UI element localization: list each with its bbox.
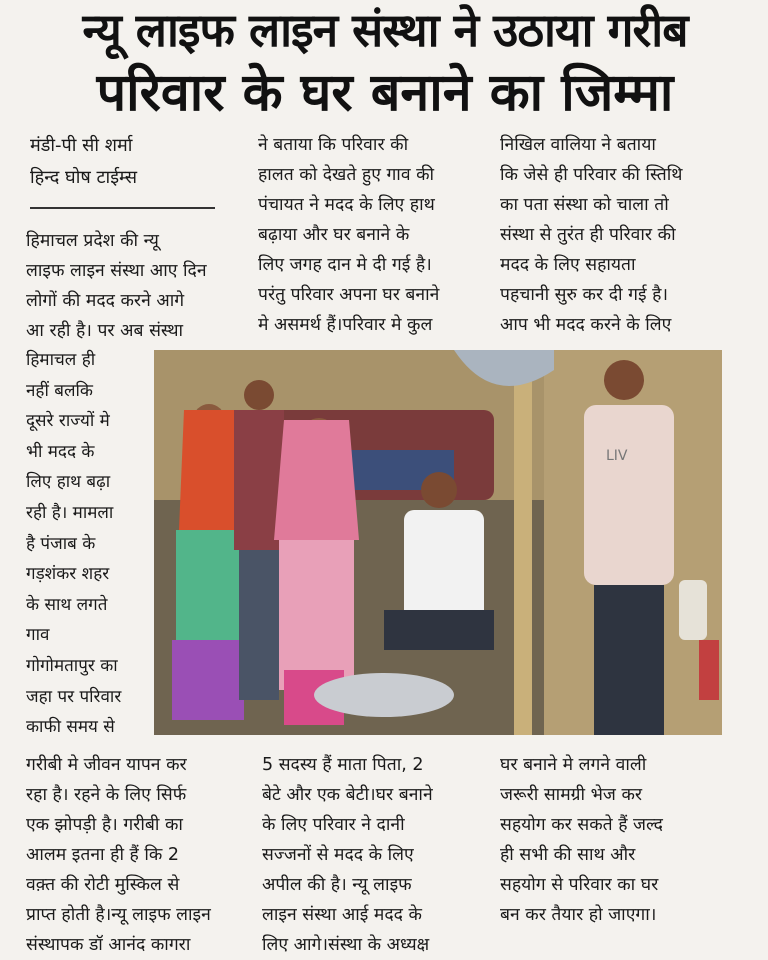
text-line: सहयोग कर सकते हैं जल्द <box>500 815 663 835</box>
photo-illustration <box>154 350 722 735</box>
column-2-bottom <box>262 750 492 960</box>
person-5-pants <box>594 585 664 735</box>
wooden-pole <box>514 370 532 735</box>
text-line: पहचानी सुरु कर दी गई है। <box>500 285 669 305</box>
text-line: ने बताया कि परिवार की <box>258 135 409 155</box>
text-line: लोगों की मदद करने आगे <box>26 291 185 311</box>
text-line: हिमाचल ही <box>26 350 96 370</box>
text-line: आप भी मदद करने के लिए <box>500 315 672 335</box>
text-line: गड़शंकर शहर <box>26 564 110 585</box>
person-5-tshirt <box>584 405 674 585</box>
text-line: आ रही है। पर अब संस्था <box>26 321 184 341</box>
headline-line-1: न्यू लाइफ लाइन संस्था ने उठाया गरीब <box>82 3 688 57</box>
byline <box>30 130 240 194</box>
person-4-pants <box>384 610 494 650</box>
text-line: लिए जगह दान मे दी गई है। <box>258 255 432 275</box>
text-line: दूसरे राज्यों मे <box>26 411 110 432</box>
text-line: संस्थापक डॉ आनंद कागरा <box>26 935 191 955</box>
column-1-middle <box>26 345 156 743</box>
text-line: लाइफ लाइन संस्था आए दिन <box>26 261 207 281</box>
column-1-top <box>26 226 252 346</box>
text-line: गोगोमतापुर का <box>26 655 118 676</box>
text-line: नहीं बलकि <box>26 380 93 401</box>
text-line: लिए आगे।संस्था के अध्यक्ष <box>262 935 430 955</box>
text-line: काफी समय से <box>26 717 115 738</box>
steel-vessels <box>314 673 454 717</box>
text-line: के साथ लगते <box>26 594 108 615</box>
person-2-pants <box>239 550 279 700</box>
text-line: आलम इतना ही हैं कि 2 <box>26 845 180 865</box>
text-line: निखिल वालिया ने बताया <box>500 135 656 155</box>
column-2-top <box>258 130 490 340</box>
person-3-kurta <box>279 540 354 690</box>
text-line: 5 सदस्य हैं माता पिता, 2 <box>262 755 424 775</box>
text-line: प्राप्त होती है।न्यू लाइफ लाइन <box>26 905 211 925</box>
text-line: लाइन संस्था आई मदद के <box>262 905 422 925</box>
tshirt-print: LIV <box>606 448 628 464</box>
text-line: परंतु परिवार अपना घर बनाने <box>258 285 440 305</box>
byline-paper: हिन्द घोष टाईम्स <box>30 167 138 188</box>
text-line: अपील की है। न्यू लाइफ <box>262 875 412 895</box>
text-line: गरीबी मे जीवन यापन कर <box>26 755 187 775</box>
text-line: है पंजाब के <box>26 533 96 554</box>
text-line: हालत को देखते हुए गाव की <box>258 165 435 185</box>
text-line: सहयोग से परिवार का घर <box>500 875 659 895</box>
text-line: एक झोपड़ी है। गरीबी का <box>26 815 183 835</box>
text-line: कि जेसे ही परिवार की स्तिथि <box>500 165 683 185</box>
text-line: बन कर तैयार हो जाएगा। <box>500 905 657 925</box>
person-4-head <box>421 472 457 508</box>
text-line: जहा पर परिवार <box>26 686 122 707</box>
text-line: का पता संस्था को चाला तो <box>500 195 669 215</box>
text-line: संस्था से तुरंत ही परिवार की <box>500 225 676 245</box>
headline <box>20 0 750 126</box>
text-line: घर बनाने मे लगने वाली <box>500 755 647 775</box>
person-1-pants <box>172 640 244 720</box>
text-line: मे असमर्थ हैं।परिवार मे कुल <box>258 315 433 335</box>
water-jug <box>679 580 707 640</box>
headline-line-2: परिवार के घर बनाने का जिम्मा <box>96 63 674 123</box>
text-line: भी मदद के <box>26 441 95 462</box>
person-2-head <box>244 380 274 410</box>
person-3-dupatta <box>274 420 359 540</box>
person-4-shirt <box>404 510 484 620</box>
text-line: बढ़ाया और घर बनाने के <box>258 225 410 245</box>
gas-cylinder <box>699 640 719 700</box>
text-line: मदद के लिए सहायता <box>500 255 636 275</box>
byline-author: मंडी-पी सी शर्मा <box>30 135 133 156</box>
news-photo <box>154 350 722 735</box>
person-1-dupatta <box>179 410 239 530</box>
person-1-kurta <box>176 530 242 640</box>
text-line: सज्जनों से मदद के लिए <box>262 845 414 865</box>
byline-rule <box>30 207 215 209</box>
column-1-bottom <box>26 750 256 960</box>
text-line: गाव <box>26 625 50 646</box>
column-3-bottom <box>500 750 730 930</box>
column-3-top <box>500 130 730 340</box>
text-line: पंचायत ने मदद के लिए हाथ <box>258 195 435 215</box>
text-line: रही है। मामला <box>26 502 114 523</box>
person-5-head <box>604 360 644 400</box>
text-line: लिए हाथ बढ़ा <box>26 472 111 493</box>
text-line: ही सभी की साथ और <box>500 845 636 865</box>
text-line: बेटे और एक बेटी।घर बनाने <box>262 785 433 805</box>
text-line: के लिए परिवार ने दानी <box>262 815 405 835</box>
text-line: रहा है। रहने के लिए सिर्फ <box>26 785 187 805</box>
text-line: हिमाचल प्रदेश की न्यू <box>26 231 159 251</box>
text-line: वक़्त की रोटी मुस्किल से <box>26 875 180 895</box>
text-line: जरूरी सामग्री भेज कर <box>500 785 643 805</box>
